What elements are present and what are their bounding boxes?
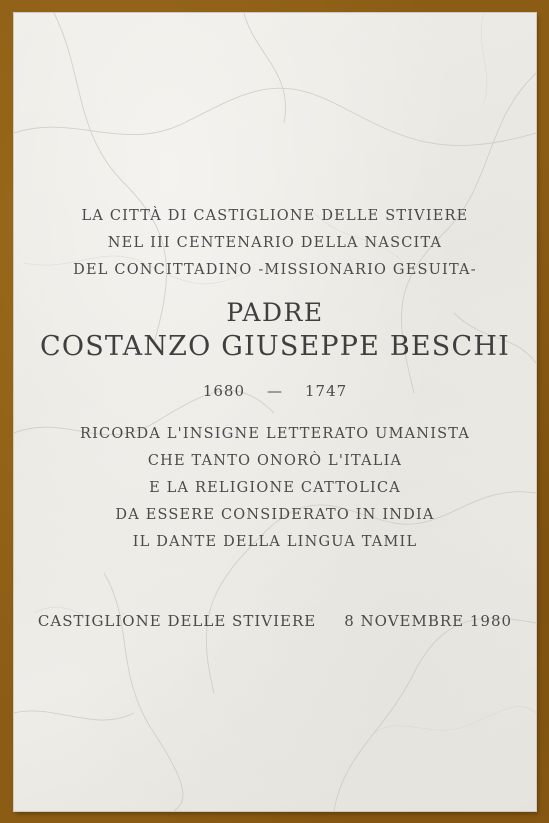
- date-dash: —: [267, 382, 283, 400]
- inscription-title: PADRE: [226, 298, 324, 327]
- inscription-dates: [14, 382, 536, 400]
- inscription-footer: [14, 612, 536, 630]
- inscription-body-line-4: DA ESSERE CONSIDERATO IN INDIA: [115, 507, 435, 523]
- death-year: 1747: [305, 382, 348, 400]
- inscription-place: CASTIGLIONE DELLE STIVIERE: [37, 612, 317, 630]
- inscription-line-3: DEL CONCITTADINO -MISSIONARIO GESUITA-: [73, 262, 477, 278]
- birth-year: 1680: [202, 382, 245, 400]
- inscription-date: 8 NOVEMBRE 1980: [344, 612, 513, 630]
- marble-veins: [14, 13, 536, 811]
- inscription-line-2: NEL III CENTENARIO DELLA NASCITA: [107, 235, 443, 251]
- inscription-body-line-2: CHE TANTO ONORÒ L'ITALIA: [147, 453, 403, 469]
- inscription-name: COSTANZO GIUSEPPE BESCHI: [40, 331, 510, 362]
- inscription-body-line-5: IL DANTE DELLA LINGUA TAMIL: [132, 534, 418, 550]
- inscription-line-1: LA CITTÀ DI CASTIGLIONE DELLE STIVIERE: [81, 208, 469, 224]
- inscription-body-line-1: RICORDA L'INSIGNE LETTERATO UMANISTA: [79, 426, 471, 442]
- marble-plaque: [14, 13, 536, 811]
- inscription-body-line-3: E LA RELIGIONE CATTOLICA: [149, 480, 401, 496]
